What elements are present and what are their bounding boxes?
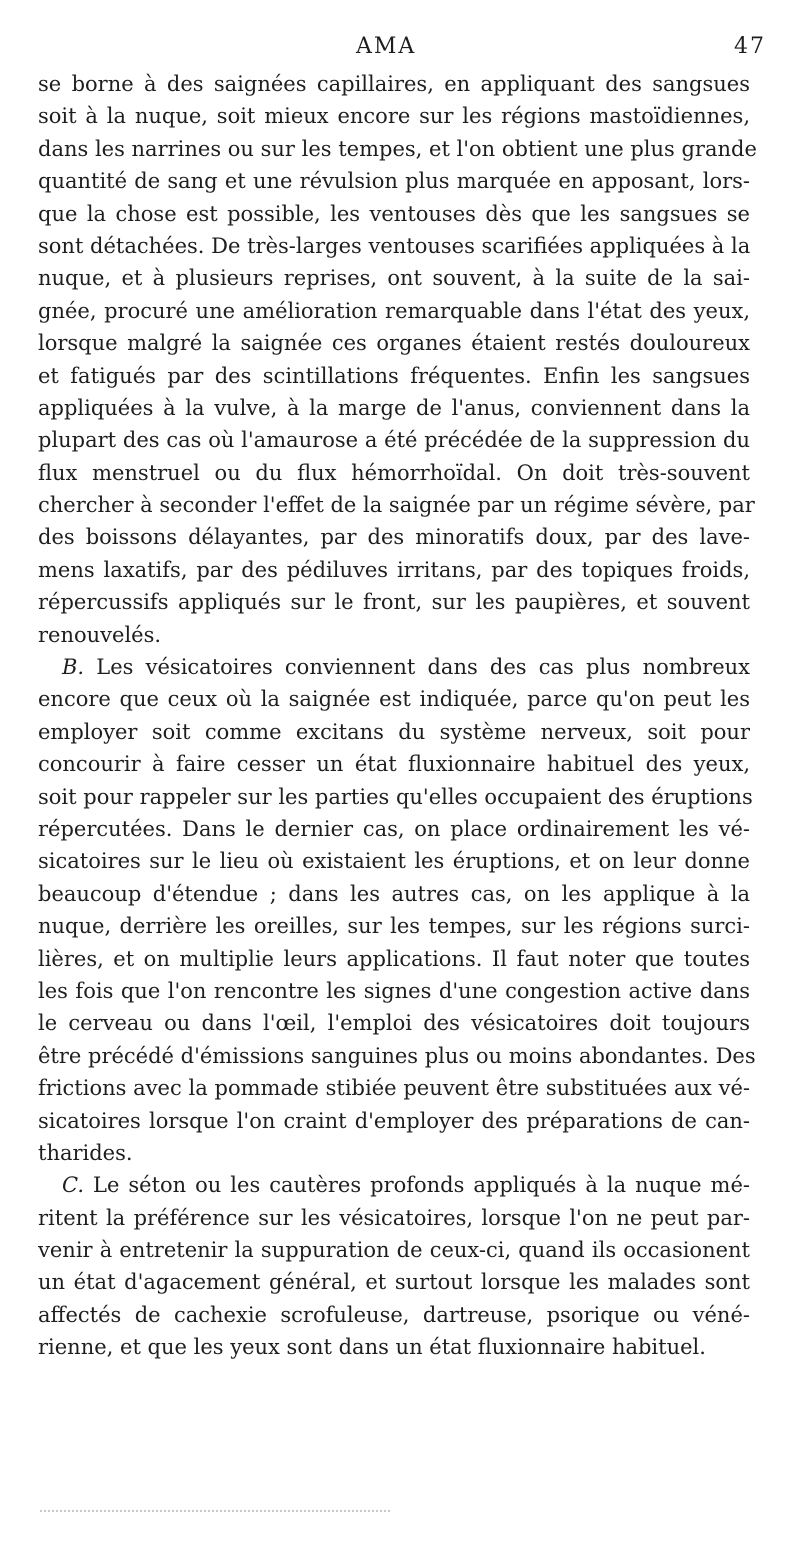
- text-line: [38, 100, 750, 132]
- text-line: [38, 683, 750, 715]
- text-line: [38, 165, 750, 197]
- text-line: [38, 262, 750, 294]
- line-text: rienne, et que les yeux sont dans un état fluxionnaire habituel.: [38, 1335, 706, 1360]
- paragraph: [38, 1169, 750, 1363]
- body-text: [38, 68, 757, 1364]
- text-line: [38, 198, 750, 230]
- line-text: employer soit comme excitans du système nerveux, soit pour: [38, 719, 750, 744]
- text-line: [38, 1169, 750, 1201]
- line-text: nuque, et à plusieurs reprises, ont souvent, à la suite de la sai-: [38, 266, 750, 291]
- line-text: tharides.: [38, 1140, 133, 1165]
- text-line: [38, 1137, 750, 1169]
- paragraph: [38, 68, 757, 651]
- text-line: [38, 878, 750, 910]
- line-text: répercussifs appliqués sur le front, sur les paupières, et souvent: [38, 590, 750, 615]
- line-text: sicatoires lorsque l'on craint d'employer des préparations de can-: [38, 1108, 750, 1133]
- line-text: nuque, derrière les oreilles, sur les tempes, sur les régions surci-: [38, 914, 750, 939]
- running-title: AMA: [356, 34, 417, 59]
- line-text: chercher à seconder l'effet de la saignée par un régime sévère, par: [38, 493, 755, 518]
- text-line: [38, 392, 750, 424]
- line-text: et fatigués par des scintillations fréquentes. Enfin les sangsues: [38, 363, 750, 388]
- text-line: [38, 845, 750, 877]
- text-line: [38, 716, 750, 748]
- line-text: quantité de sang et une révulsion plus marquée en apposant, lors-: [38, 169, 750, 194]
- text-line: [38, 781, 753, 813]
- text-line: [38, 1072, 750, 1104]
- text-line: [38, 1040, 756, 1072]
- text-line: [38, 424, 750, 456]
- line-text: gnée, procuré une amélioration remarquable dans l'état des yeux,: [38, 298, 750, 323]
- line-text: lières, et on multiplie leurs applications. Il faut noter que toutes: [38, 946, 750, 971]
- paragraph-letter: B.: [62, 655, 85, 680]
- text-line: [38, 554, 750, 586]
- line-text: beaucoup d'étendue ; dans les autres cas, on les applique à la: [38, 881, 750, 906]
- line-text: Les vésicatoires conviennent dans des cas plus nombreux: [96, 655, 750, 680]
- text-line: [38, 975, 750, 1007]
- paragraph-letter: C.: [62, 1173, 84, 1198]
- line-text: frictions avec la pommade stibiée peuvent être substituées aux vé-: [38, 1076, 750, 1101]
- text-line: [38, 1007, 750, 1039]
- line-text: Le séton ou les cautères profonds appliqués à la nuque mé-: [93, 1173, 750, 1198]
- line-text: que la chose est possible, les ventouses dès que les sangsues se: [38, 201, 750, 226]
- line-text: mens laxatifs, par des pédiluves irritans, par des topiques froids,: [38, 557, 750, 582]
- footer-rule: [40, 1510, 390, 1518]
- text-line: [38, 813, 750, 845]
- line-text: appliquées à la vulve, à la marge de l'anus, conviennent dans la: [38, 395, 750, 420]
- line-text: ritent la préférence sur les vésicatoires, lorsque l'on ne peut par-: [38, 1205, 750, 1230]
- text-line: [38, 1331, 750, 1363]
- line-text: concourir à faire cesser un état fluxionnaire habituel des yeux,: [38, 752, 750, 777]
- line-text: se borne à des saignées capillaires, en appliquant des sangsues: [38, 72, 750, 96]
- text-line: [38, 943, 750, 975]
- text-line: [38, 651, 750, 683]
- paragraph: [38, 651, 756, 1169]
- line-text: venir à entretenir la suppuration de ceux-ci, quand ils occasionent: [38, 1238, 750, 1263]
- page-number: 47: [734, 34, 766, 59]
- text-line: [38, 521, 750, 553]
- text-line: [38, 1234, 750, 1266]
- text-line: [38, 489, 755, 521]
- text-line: [38, 1266, 750, 1298]
- line-text: sicatoires sur le lieu où existaient les éruptions, et on leur donne: [38, 849, 750, 874]
- text-line: [38, 586, 750, 618]
- line-text: le cerveau ou dans l'œil, l'emploi des vésicatoires doit toujours: [38, 1011, 750, 1036]
- text-line: [38, 1202, 750, 1234]
- line-text: soit à la nuque, soit mieux encore sur les régions mastoïdiennes,: [38, 104, 750, 129]
- line-text: flux menstruel ou du flux hémorrhoïdal. On doit très-souvent: [38, 460, 750, 485]
- text-line: [38, 910, 750, 942]
- text-line: [38, 327, 750, 359]
- text-line: [38, 1105, 750, 1137]
- line-text: soit pour rappeler sur les parties qu'elles occupaient des éruptions: [38, 784, 753, 809]
- line-text: sont détachées. De très-larges ventouses scarifiées appliquées à la: [38, 233, 751, 258]
- text-line: [38, 457, 750, 489]
- text-line: [38, 230, 750, 262]
- text-line: [38, 619, 750, 651]
- line-text: dans les narrines ou sur les tempes, et l'on obtient une plus grande: [38, 136, 757, 161]
- line-text: un état d'agacement général, et surtout lorsque les malades sont: [38, 1270, 750, 1295]
- line-text: être précédé d'émissions sanguines plus ou moins abondantes. Des: [38, 1043, 756, 1068]
- line-text: les fois que l'on rencontre les signes d'une congestion active dans: [38, 978, 750, 1003]
- text-line: [38, 68, 750, 100]
- text-line: [38, 360, 750, 392]
- line-text: des boissons délayantes, par des minoratifs doux, par des lave-: [38, 525, 750, 550]
- line-text: lorsque malgré la saignée ces organes étaient restés douloureux: [38, 331, 750, 356]
- line-text: encore que ceux où la saignée est indiquée, parce qu'on peut les: [38, 687, 750, 712]
- line-text: affectés de cachexie scrofuleuse, dartreuse, psorique ou véné-: [38, 1302, 750, 1327]
- line-text: renouvelés.: [38, 622, 162, 647]
- line-text: plupart des cas où l'amaurose a été précédée de la suppression du: [38, 428, 750, 453]
- line-text: répercutées. Dans le dernier cas, on place ordinairement les vé-: [38, 816, 750, 841]
- text-line: [38, 1299, 750, 1331]
- text-line: [38, 748, 750, 780]
- running-head: [38, 34, 768, 64]
- text-line: [38, 295, 750, 327]
- text-line: [38, 133, 757, 165]
